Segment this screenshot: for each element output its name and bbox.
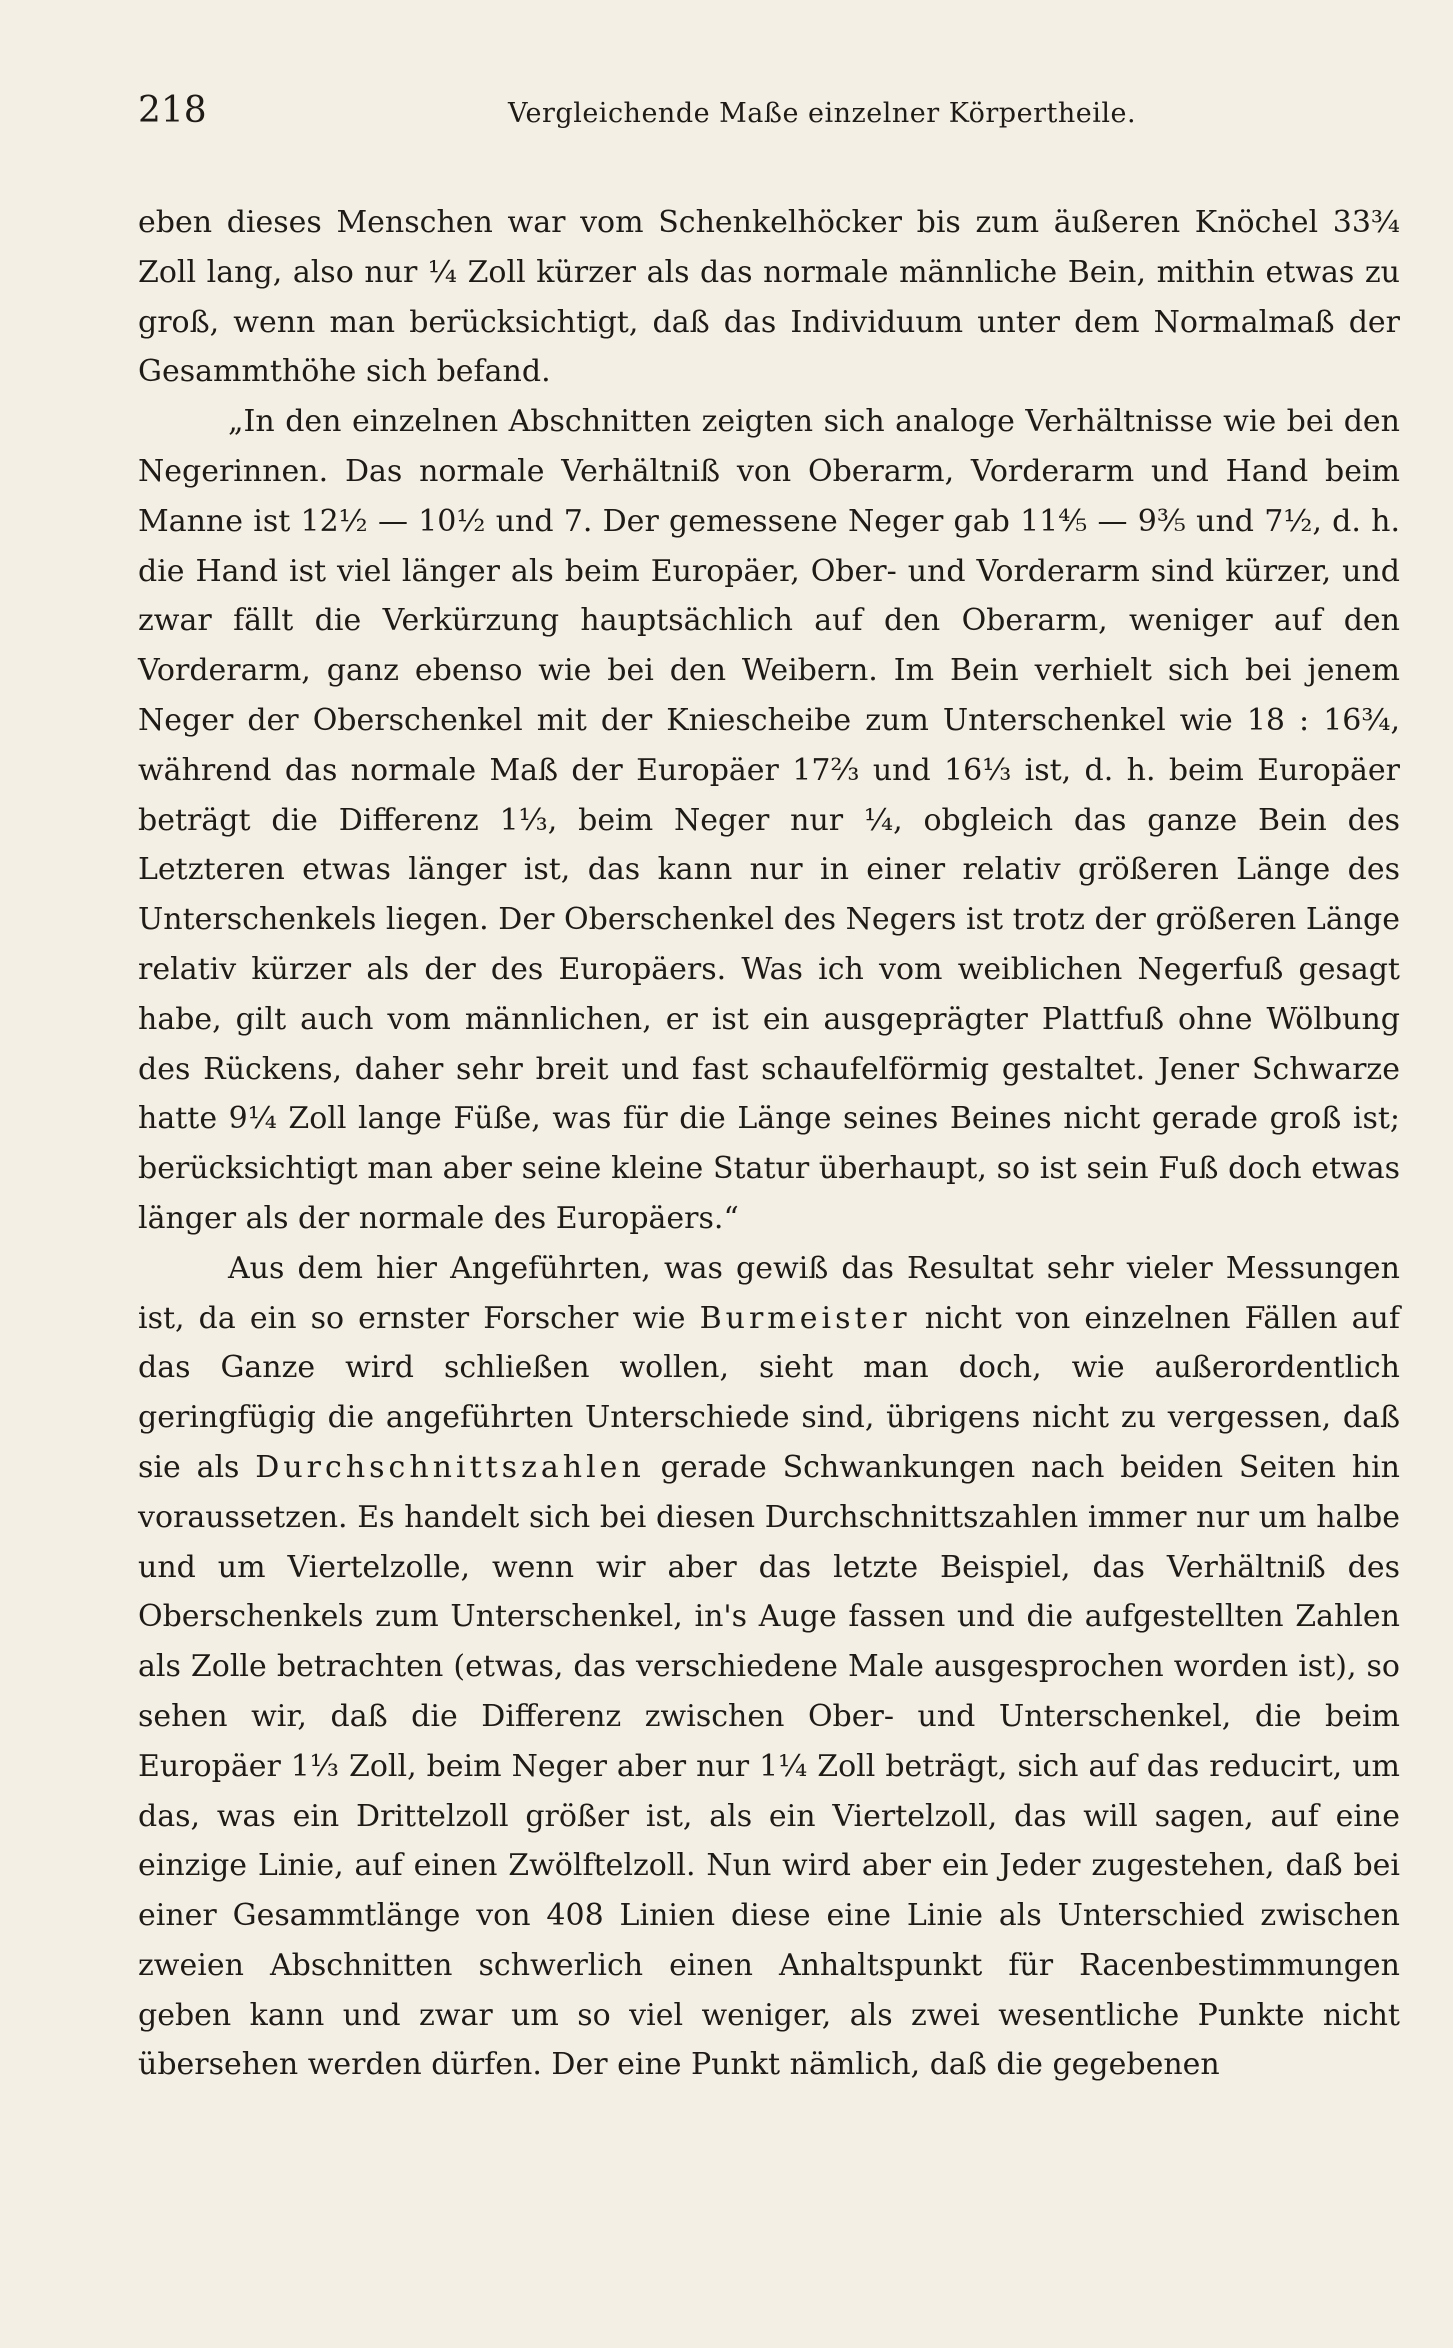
paragraph-3-part-3: gerade Schwankungen nach beiden Seiten hin voraussetzen. Es handelt sich bei diesen Durchschnittszahlen immer nur um halbe und um Viertelzolle, wenn wir aber das letzte Beispiel, das Verhältniß des Oberschenkels zum Unterschenkel, in's Auge fassen und die aufgestellten Zahlen als Zolle betrachten (etwas, das verschiedene Male ausgesprochen worden ist), so sehen wir, daß die Differenz zwischen Ober- und Unterschenkel, die beim Europäer 1⅓ Zoll, beim Neger aber nur 1¼ Zoll beträgt, sich auf das reducirt, um das, was ein Drittelzoll größer ist, als ein Viertelzoll, das will sagen, auf eine einzige Linie, auf einen Zwölftelzoll. Nun wird aber ein Jeder zugestehen, daß bei einer Gesammtlänge von 408 Linien diese eine Linie als Unterschied zwischen zweien Abschnitten schwerlich einen Anhaltspunkt für Racenbestimmungen geben kann und zwar um so viel weniger, als zwei wesentliche Punkte nicht übersehen werden dürfen. Der eine Punkt nämlich, daß die gegebenen <box>138 1449 1400 2083</box>
paragraph-3 <box>138 1244 1400 2091</box>
body-text <box>138 198 1400 2090</box>
paragraph-3-part-1: Aus dem hier Angeführten, was gewiß das Resultat sehr vieler Messungen ist, da ein so ernster Forscher wie <box>138 1250 1400 1336</box>
document-page <box>138 90 1400 2090</box>
author-name-burmeister: Burmeister <box>699 1300 911 1336</box>
paragraph-3-part-2: nicht von einzelnen Fällen auf das Ganze wird schließen wollen, sieht man doch, wie außerordentlich geringfügig die angeführten Unterschiede sind, übrigens nicht zu vergessen, daß sie als <box>138 1300 1400 1485</box>
running-head: Vergleichende Maße einzelner Körpertheile. <box>508 98 1137 129</box>
paragraph-2: „In den einzelnen Abschnitten zeigten sich analoge Verhältnisse wie bei den Negerinnen. Das normale Verhältniß von Oberarm, Vorderarm und Hand beim Manne ist 12½ — 10½ und 7. Der gemessene Neger gab 11⁴⁄₅ — 9³⁄₅ und 7½, d. h. die Hand ist viel länger als beim Europäer, Ober- und Vorderarm sind kürzer, und zwar fällt die Verkürzung hauptsächlich auf den Oberarm, weniger auf den Vorderarm, ganz ebenso wie bei den Weibern. Im Bein verhielt sich bei jenem Neger der Oberschenkel mit der Kniescheibe zum Unterschenkel wie 18 : 16¾, während das normale Maß der Europäer 17⅔ und 16⅓ ist, d. h. beim Europäer beträgt die Differenz 1⅓, beim Neger nur ¼, obgleich das ganze Bein des Letzteren etwas länger ist, das kann nur in einer relativ größeren Länge des Unterschenkels liegen. Der Oberschenkel des Negers ist trotz der größeren Länge relativ kürzer als der des Europäers. Was ich vom weiblichen Negerfuß gesagt habe, gilt auch vom männlichen, er ist ein ausgeprägter Plattfuß ohne Wölbung des Rückens, daher sehr breit und fast schaufelförmig gestaltet. Jener Schwarze hatte 9¼ Zoll lange Füße, was für die Länge seines Beines nicht gerade groß ist; berücksichtigt man aber seine kleine Statur überhaupt, so ist sein Fuß doch etwas länger als der normale des Europäers.“ <box>138 404 1400 1236</box>
term-durchschnittszahlen: Durchschnittszahlen <box>255 1449 645 1485</box>
paragraph-1: eben dieses Menschen war vom Schenkelhöcker bis zum äußeren Knöchel 33¾ Zoll lang, also nur ¼ Zoll kürzer als das normale männliche Bein, mithin etwas zu groß, wenn man berücksichtigt, daß das Individuum unter dem Normalmaß der Gesammthöhe sich befand. <box>138 205 1400 390</box>
page-header <box>138 90 1400 150</box>
page-number: 218 <box>138 90 207 131</box>
